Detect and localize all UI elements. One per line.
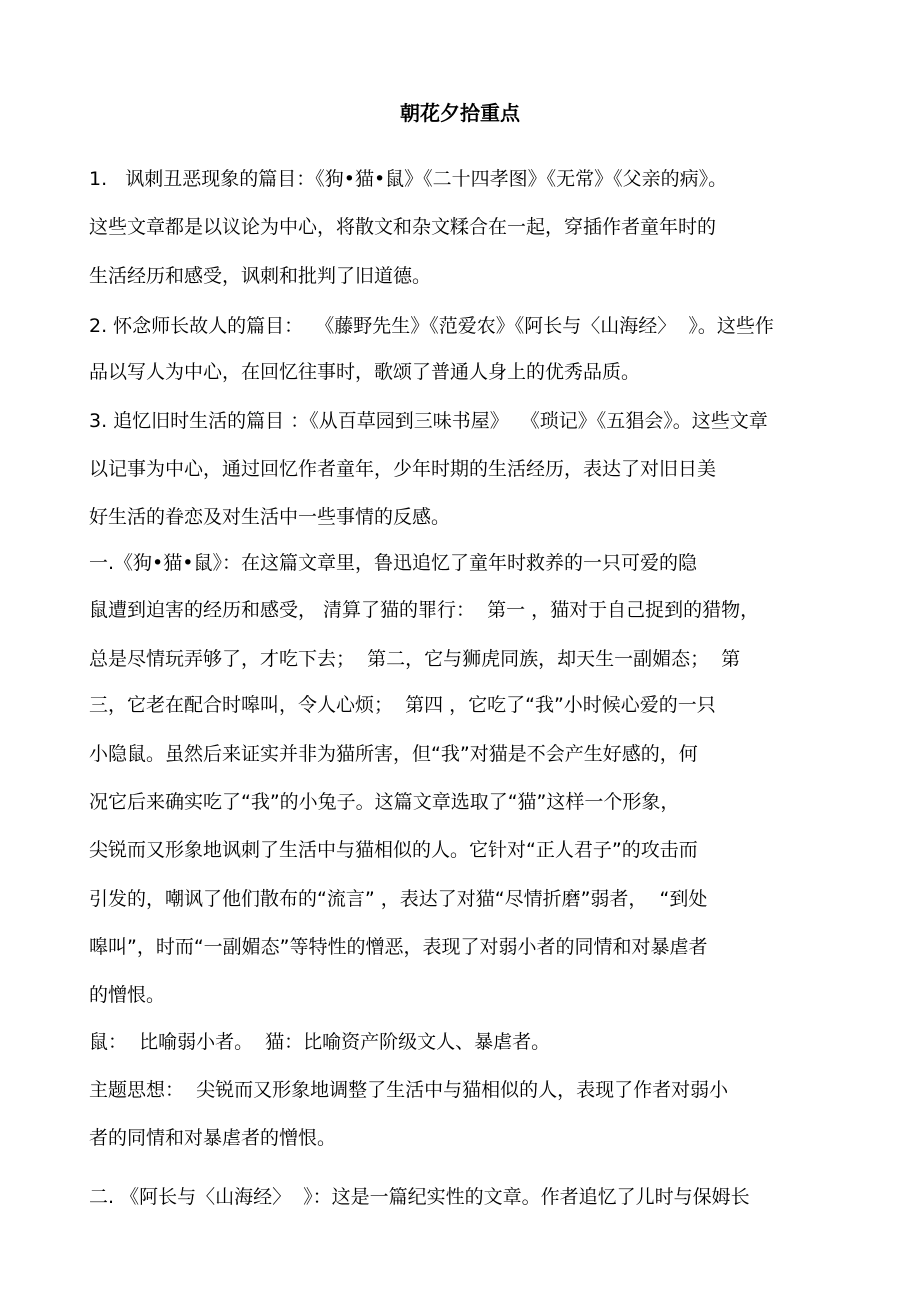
text-line: 生活经历和感受，讽刺和批判了旧道德。 — [89, 265, 432, 287]
text-line: 主题思想： 尖锐而又形象地调整了生活中与猫相似的人，表现了作者对弱小 — [89, 1079, 729, 1101]
text-line: 嗥叫”，时而“一副媚态”等特性的憎恶，表现了对弱小者的同情和对暴虐者 — [89, 936, 708, 958]
text-line: 小隐鼠。虽然后来证实并非为猫所害，但“我”对猫是不会产生好感的，何 — [89, 743, 698, 765]
text-line: 尖锐而又形象地讽刺了生活中与猫相似的人。它针对“正人君子”的攻击而 — [89, 839, 698, 861]
text-line: 三，它老在配合时嗥叫，令人心烦； 第四 ，它吃了“我”小时候心爱的一只 — [89, 694, 716, 716]
text-line: 者的同情和对暴虐者的憎恨。 — [89, 1127, 337, 1149]
text-line: 二. 《阿长与〈山海经〉 》：这是一篇纪实性的文章。作者追忆了儿时与保姆长 — [89, 1186, 750, 1208]
text-line: 2. 怀念师长故人的篇目： 《藤野先生》《范爱农》《阿长与〈山海经〉 》。这些作 — [89, 315, 774, 337]
text-line: 况它后来确实吃了“我”的小兔子。这篇文章选取了“猫”这样一个形象， — [89, 791, 680, 813]
page-title: 朝花夕拾重点 — [400, 101, 520, 125]
text-line: 品以写人为中心，在回忆往事时，歌颂了普通人身上的优秀品质。 — [89, 361, 641, 383]
text-line: 的憎恨。 — [89, 984, 166, 1006]
text-line: 这些文章都是以议论为中心，将散文和杂文糅合在一起，穿插作者童年时的 — [89, 216, 717, 238]
text-line: 以记事为中心，通过回忆作者童年，少年时期的生活经历，表达了对旧日美 — [89, 458, 717, 480]
text-line: 鼠遭到迫害的经历和感受， 清算了猫的罪行： 第一 ，猫对于自己捉到的猎物， — [89, 599, 760, 621]
text-line: 一.《狗•猫•鼠》：在这篇文章里，鲁迅追忆了童年时救养的一只可爱的隐 — [89, 552, 697, 574]
text-line: 总是尽情玩弄够了，才吃下去； 第二，它与狮虎同族，却天生一副媚态； 第 — [89, 648, 741, 670]
text-line: 好生活的眷恋及对生活中一些事情的反感。 — [89, 506, 451, 528]
text-line: 引发的，嘲讽了他们散布的“流言” ，表达了对猫“尽情折磨”弱者， “到处 — [89, 888, 708, 910]
text-line: 鼠： 比喻弱小者。 猫：比喻资产阶级文人、暴虐者。 — [89, 1031, 551, 1053]
text-line: 1. 讽刺丑恶现象的篇目：《狗•猫•鼠》《二十四孝图》《无常》《父亲的病》。 — [89, 168, 728, 190]
text-line: 3. 追忆旧时生活的篇目 ：《从百草园到三味书屋》 《琐记》《五猖会》。这些文章 — [89, 410, 768, 432]
